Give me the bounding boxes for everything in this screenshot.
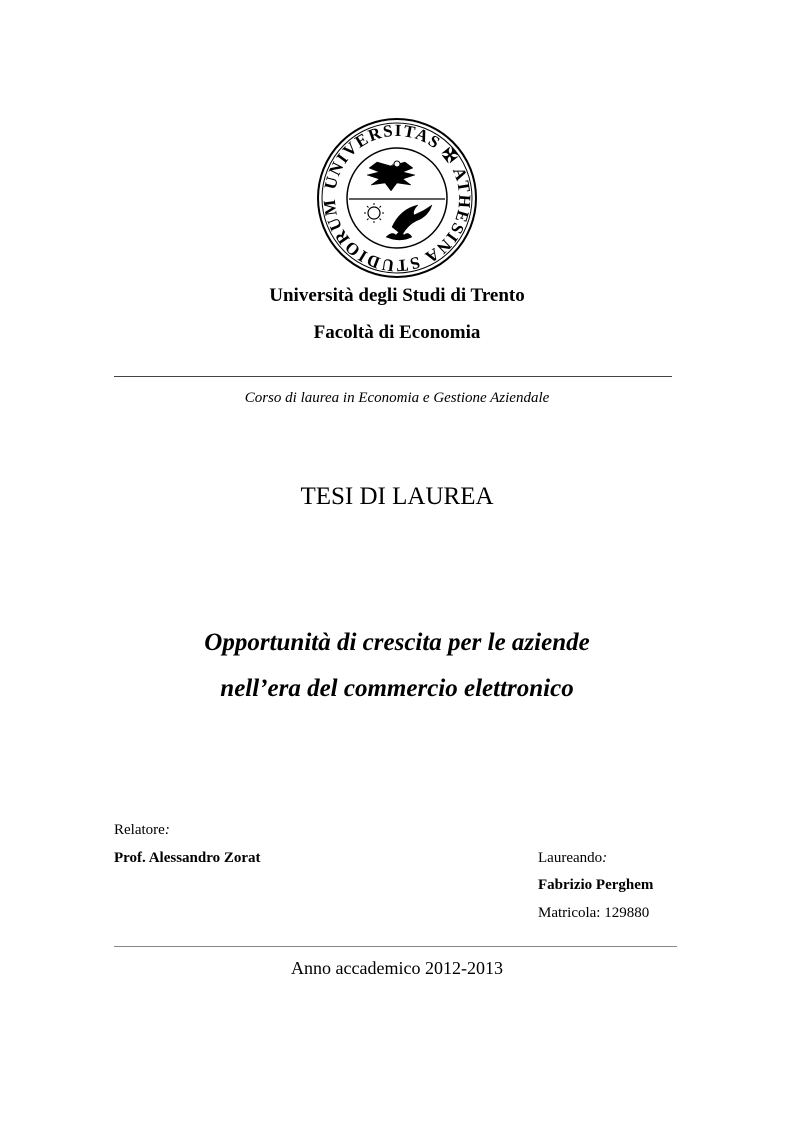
thesis-title-line-2: nell’era del commercio elettronico — [220, 675, 574, 702]
top-divider — [114, 376, 672, 377]
supervisor-name: Prof. Alessandro Zorat — [114, 850, 261, 866]
faculty-name: Facoltà di Economia — [313, 322, 481, 343]
candidate-matricola: Matricola: 129880 — [538, 905, 650, 921]
university-seal — [316, 117, 478, 279]
academic-year: Anno accademico 2012-2013 — [291, 958, 503, 978]
thesis-title — [0, 620, 794, 712]
bottom-divider — [114, 946, 677, 947]
university-seal-icon — [316, 117, 478, 279]
course-name: Corso di laurea in Economia e Gestione Aziendale — [244, 390, 550, 406]
svg-text:UNIVERSITAS ✠ ATHESINA STUDIOR: UNIVERSITAS ✠ ATHESINA STUDIORUM — [319, 120, 475, 276]
university-name: Università degli Studi di Trento — [269, 285, 525, 306]
candidate-name: Fabrizio Perghem — [538, 877, 654, 893]
candidate-label: Laureando: — [538, 850, 608, 866]
supervisor-label: Relatore: — [114, 822, 170, 838]
thesis-title-line-1: Opportunità di crescita per le aziende — [204, 629, 590, 656]
document-type: TESI DI LAUREA — [300, 483, 494, 510]
